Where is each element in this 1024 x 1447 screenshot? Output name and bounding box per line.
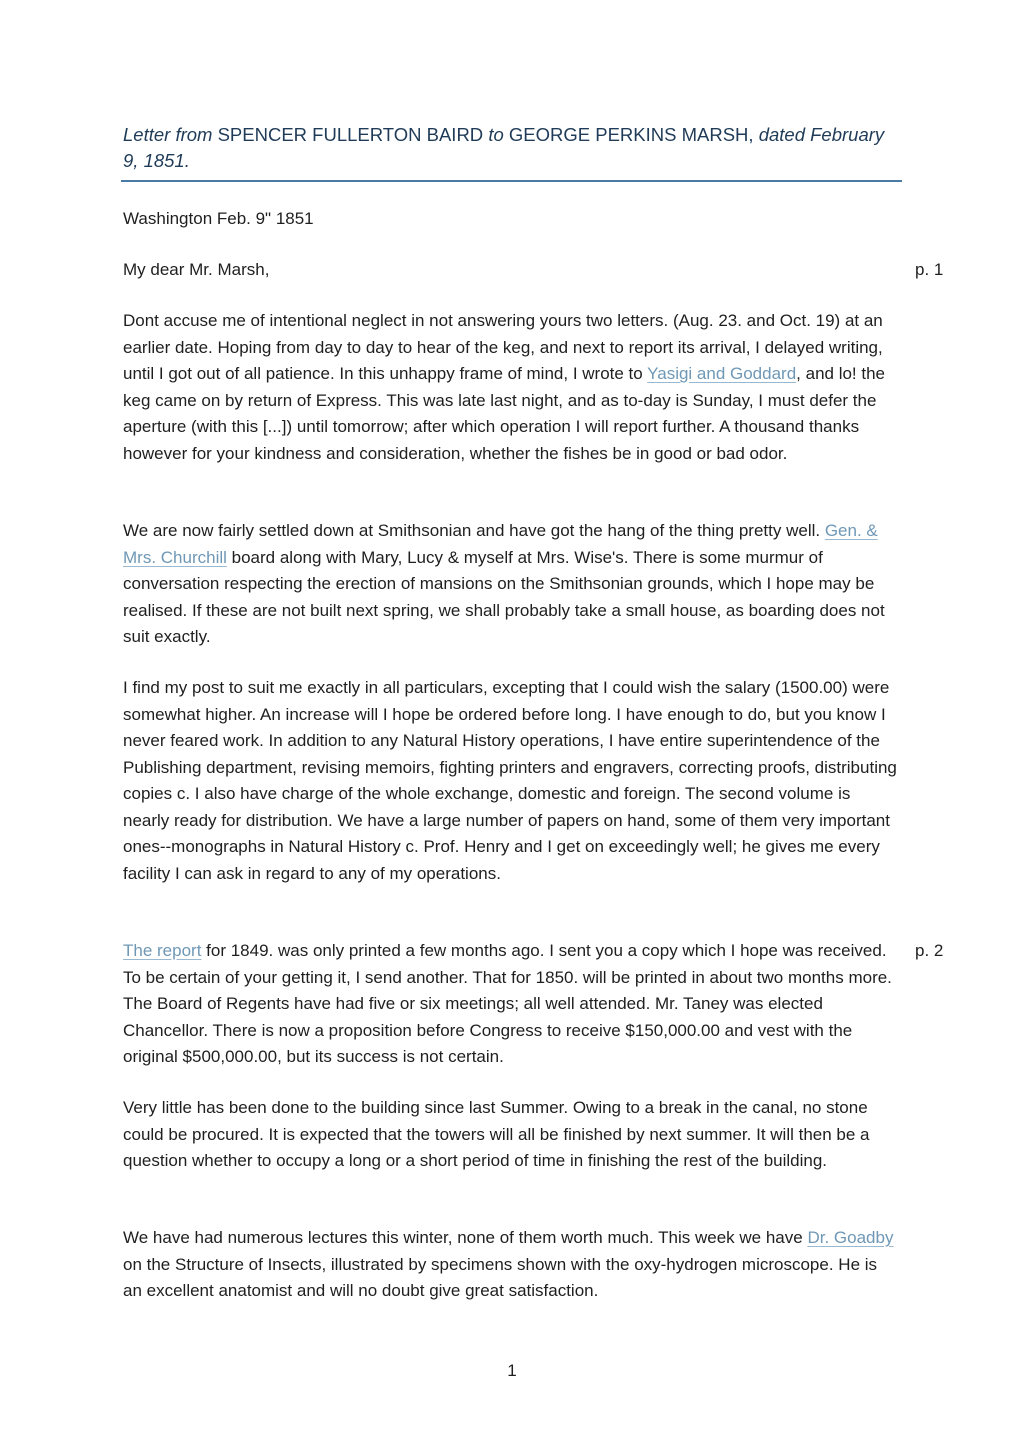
paragraph-6-text-a: We have had numerous lectures this winter, none of them worth much. This week we have <box>123 1228 808 1247</box>
link-the-report[interactable]: The report <box>123 941 202 960</box>
paragraph-1 <box>123 308 898 467</box>
dateline: Washington Feb. 9" 1851 <box>123 209 314 228</box>
paragraph-2-text-a: We are now fairly settled down at Smithsonian and have got the hang of the thing pretty well. <box>123 521 825 540</box>
paragraph-4 <box>123 938 898 1071</box>
title-divider <box>121 180 902 182</box>
paragraph-2 <box>123 518 898 651</box>
paragraph-1-text-a: Dont accuse me of intentional neglect in not answering yours two letters. (Aug. 23. and Oct. 19) at an earlier date. Hoping from day to day to hear of the keg, and next to report its arrival, I delayed writing, until I got out of all patience. In this unhappy frame of mind, I wrote to <box>123 311 883 383</box>
paragraph-4-text-b: for 1849. was only printed a few months ago. I sent you a copy which I hope was received. To be certain of your getting it, I send another. That for 1850. will be printed in about two months more. The Board of Regents have had five or six meetings; all well attended. Mr. Taney was elected Chancellor. There is now a proposition before Congress to receive $150,000.00 and vest with the original $500,000.00, but its success is not certain. <box>123 941 892 1066</box>
paragraph-6-text-b: on the Structure of Insects, illustrated by specimens shown with the oxy-hydrogen microscope. He is an excellent anatomist and will no doubt give great satisfaction. <box>123 1254 878 1300</box>
paragraph-2-text-b: board along with Mary, Lucy & myself at Mrs. Wise's. There is some murmur of conversation respecting the erection of mansions on the Smithsonian grounds, which I hope may be realised. If these are not built next spring, we shall probably take a small house, as boarding does not suit exactly. <box>123 547 885 646</box>
link-yasigi-goddard[interactable]: Yasigi and Goddard <box>647 364 797 383</box>
paragraph-5: Very little has been done to the building since last Summer. Owing to a break in the canal, no stone could be procured. It is expected that the towers will all be finished by next summer. It will then be a question whether to occupy a long or a short period of time in finishing the rest of the building. <box>123 1098 870 1170</box>
paragraph-1-text-b: , and lo! the keg came on by return of Express. This was late last night, and as to-day is Sunday, I must defer the aperture (with this [...]) until tomorrow; after which operation I will report further. A thousand thanks however for your kindness and consideration, whether the fishes be in good or bad odor. <box>123 364 886 463</box>
link-churchill[interactable]: Gen. & Mrs. Churchill <box>123 521 878 567</box>
page-marker-p1: p. 1 <box>915 260 944 279</box>
page-marker-p2: p. 2 <box>915 941 944 960</box>
title-prefix: Letter from <box>123 124 213 145</box>
page-number: 1 <box>507 1361 517 1380</box>
title-recipient: GEORGE PERKINS MARSH, <box>508 124 754 145</box>
title-author: SPENCER FULLERTON BAIRD <box>217 124 484 145</box>
paragraph-6 <box>123 1225 898 1305</box>
title-to: to <box>488 124 504 145</box>
letter-title <box>123 122 903 174</box>
paragraph-3: I find my post to suit me exactly in all particulars, excepting that I could wish the salary (1500.00) were somewhat higher. An increase will I hope be ordered before long. I have enough to do, but you know I never feared work. In addition to any Natural History operations, I have entire superintendence of the Publishing department, revising memoirs, fighting printers and engravers, correcting proofs, distributing copies c. I also have charge of the whole exchange, domestic and foreign. The second volume is nearly ready for distribution. We have a large number of papers on hand, some of them very important ones--monographs in Natural History c. Prof. Henry and I get on exceedingly well; he gives me every facility I can ask in regard to any of my operations. <box>123 678 897 883</box>
title-date: dated February 9, 1851. <box>123 124 885 171</box>
salutation: My dear Mr. Marsh, <box>123 260 270 279</box>
link-dr-goadby[interactable]: Dr. Goadby <box>807 1228 894 1247</box>
